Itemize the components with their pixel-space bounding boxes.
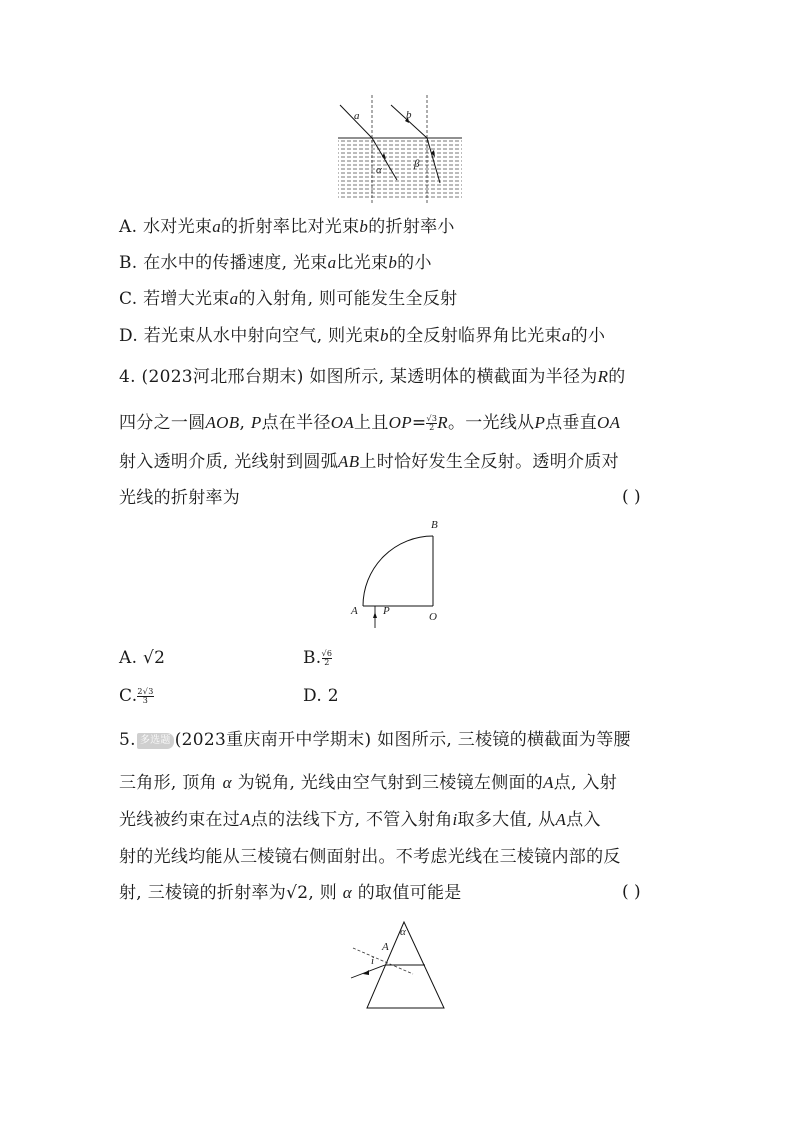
- q5-stem-line4: [119, 846, 621, 868]
- denominator: 2: [322, 658, 333, 667]
- numerator: 2√3: [137, 687, 154, 696]
- numerator: √6: [321, 649, 333, 658]
- q3-option-a[interactable]: [119, 216, 455, 238]
- text: 为锐角, 光线由空气射到三棱镜左侧面的: [237, 773, 544, 793]
- q4-option-c[interactable]: [119, 685, 154, 707]
- text: 的全反射临界角比光束: [388, 326, 562, 346]
- q4-stem-line3: [119, 451, 619, 473]
- var: a: [212, 217, 221, 236]
- text: 三角形, 顶角: [119, 773, 217, 793]
- text: 上时恰好发生全反射。透明介质对: [359, 452, 619, 472]
- var: R: [597, 367, 609, 386]
- q5-stem-line5: [119, 882, 462, 904]
- label-a: A: [382, 941, 389, 953]
- label-b: B: [431, 519, 438, 531]
- q4-option-a[interactable]: [119, 647, 165, 669]
- source: 重庆南开中学期末: [226, 730, 365, 750]
- text: (2023: [174, 730, 227, 750]
- text: 点入: [566, 810, 601, 830]
- label-beta: β: [414, 158, 420, 170]
- q5-stem-line1: [119, 729, 631, 751]
- text: 的入射角, 则可能发生全反射: [238, 289, 458, 309]
- text: 的小: [397, 253, 432, 273]
- label-a: A: [351, 605, 358, 617]
- label-i: i: [371, 955, 375, 967]
- text: ) 如图所示, 三棱镜的横截面为等腰: [364, 730, 631, 750]
- var: b: [388, 253, 398, 272]
- var: A: [543, 773, 554, 792]
- text: 的: [608, 367, 626, 387]
- q5-stem-line3: [119, 809, 601, 831]
- multi-choice-badge: 多选题: [137, 733, 174, 749]
- text: 点垂直: [545, 413, 598, 433]
- text: 的折射率小: [368, 217, 455, 237]
- text: C.: [119, 686, 138, 706]
- q5-stem-line2: [119, 772, 617, 794]
- fraction: [137, 688, 153, 705]
- water-region: [338, 138, 462, 200]
- text: 光线被约束在过: [119, 810, 241, 830]
- text: 上且: [354, 413, 389, 433]
- text: 光线的折射率为: [119, 488, 241, 508]
- label-o: O: [429, 611, 437, 623]
- var: A: [240, 810, 251, 829]
- text: 比光束: [336, 253, 389, 273]
- denominator: 2: [426, 423, 437, 432]
- q4-stem-line1: [119, 366, 626, 388]
- numerator: √3: [426, 414, 438, 423]
- text: 4. (2023: [119, 367, 193, 387]
- var: a: [229, 289, 239, 308]
- q5-answer-blank[interactable]: ( ): [622, 882, 641, 902]
- var: OA: [330, 413, 355, 432]
- text: 射入透明介质, 光线射到圆弧: [119, 452, 339, 472]
- var: A: [555, 810, 567, 829]
- var: b: [380, 326, 389, 345]
- text: 。一光线从: [447, 413, 535, 433]
- q4-option-b[interactable]: [303, 647, 332, 669]
- text: 四分之一圆: [119, 413, 206, 433]
- label-alpha: α: [400, 926, 406, 938]
- text: 点在半径: [261, 413, 331, 433]
- refraction-figure: [335, 95, 465, 205]
- text: 点的法线下方, 不管入射角: [250, 810, 453, 830]
- text: ,: [239, 413, 251, 433]
- fraction: [426, 415, 437, 432]
- var: P: [250, 413, 262, 432]
- q3-option-d[interactable]: [119, 325, 605, 347]
- text: B. 在水中的传播速度, 光束: [119, 253, 328, 273]
- var: OA: [597, 413, 621, 432]
- var: AB: [338, 452, 360, 471]
- text: 5.: [119, 730, 136, 750]
- text: 取多大值, 从: [457, 810, 556, 830]
- text: 射的光线均能从三棱镜右侧面射出。不考虑光线在三棱镜内部的反: [119, 847, 621, 867]
- var: P: [534, 413, 546, 432]
- q3-option-b[interactable]: [119, 252, 432, 274]
- quarter-circle-figure: [345, 516, 455, 632]
- var: α: [222, 773, 232, 792]
- label-p: P: [383, 605, 390, 617]
- text: D. 若光束从水中射向空气, 则光束: [119, 326, 381, 346]
- text: =: [411, 413, 427, 433]
- text: A. 水对光束: [119, 217, 213, 237]
- text: 的折射率比对光束: [221, 217, 360, 237]
- var: b: [359, 217, 369, 236]
- text: 的取值可能是: [357, 883, 462, 903]
- text: 的小: [570, 326, 606, 346]
- text: 点, 入射: [553, 773, 618, 793]
- var: R: [437, 413, 448, 432]
- var: a: [561, 326, 571, 345]
- q3-option-c[interactable]: [119, 288, 457, 310]
- q4-option-d[interactable]: [303, 685, 339, 707]
- text: ) 如图所示, 某透明体的横截面为半径为: [296, 367, 598, 387]
- label-alpha: α: [376, 164, 382, 176]
- fraction: [322, 650, 333, 667]
- q4-stem-line2: [119, 412, 620, 434]
- text: 射, 三棱镜的折射率为√2, 则: [119, 883, 338, 903]
- text: A. √2: [119, 648, 166, 668]
- var: AOB: [205, 413, 240, 432]
- arc-ab: [363, 536, 433, 606]
- denominator: 3: [137, 696, 153, 705]
- text: B.: [303, 648, 322, 668]
- var: i: [452, 810, 458, 829]
- var: a: [327, 253, 337, 272]
- q4-answer-blank[interactable]: ( ): [622, 487, 641, 507]
- source: 河北邢台期末: [192, 367, 297, 387]
- prism-figure: [345, 918, 455, 1013]
- var: α: [342, 883, 353, 902]
- q4-stem-line4: [119, 487, 240, 509]
- var: OP: [388, 413, 412, 432]
- label-a: a: [354, 110, 360, 122]
- text: C. 若增大光束: [119, 289, 230, 309]
- label-b: b: [406, 109, 412, 121]
- text: D. 2: [303, 686, 339, 706]
